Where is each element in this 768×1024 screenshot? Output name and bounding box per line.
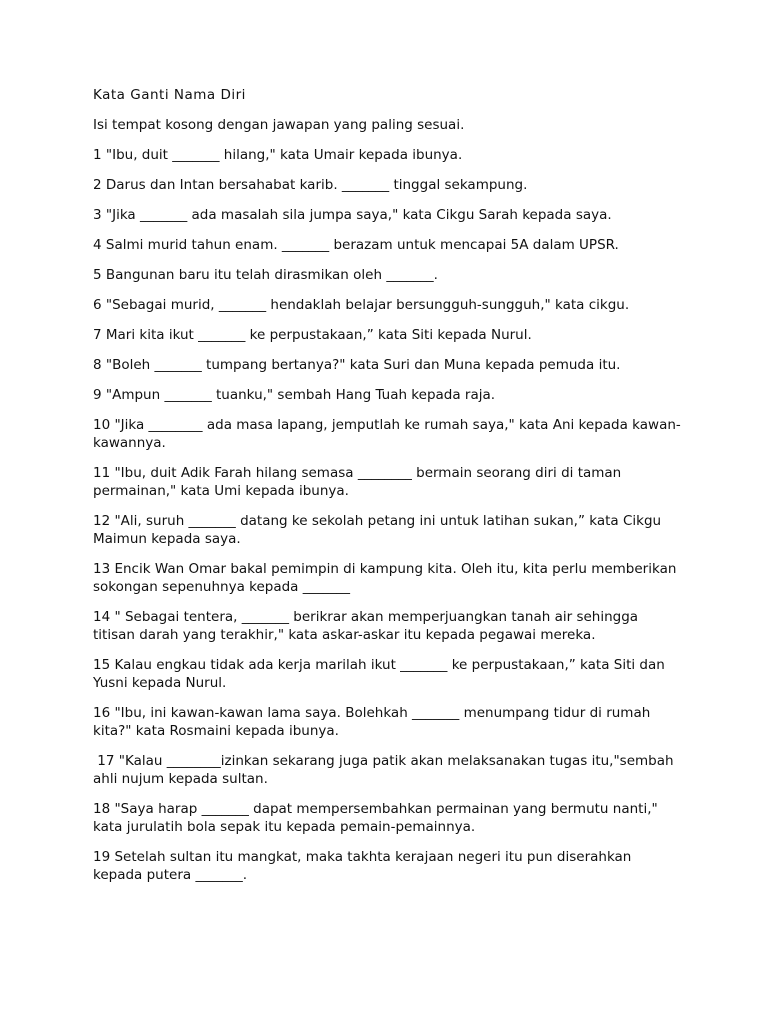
question-item-2: 2 Darus dan Intan bersahabat karib. _______ tinggal sekampung.: [93, 177, 528, 193]
question-item-9: 9 "Ampun _______ tuanku," sembah Hang Tuah kepada raja.: [93, 387, 496, 403]
question-item-10: 10 "Jika ________ ada masa lapang, jemputlah ke rumah saya," kata Ani kepada kawan-kawannya.: [93, 417, 681, 451]
question-item-12: 12 "Ali, suruh _______ datang ke sekolah petang ini untuk latihan sukan,” kata Cikgu Maimun kepada saya.: [93, 513, 666, 547]
question-item-18: 18 "Saya harap _______ dapat mempersembahkan permainan yang bermutu nanti," kata jurulatih bola sepak itu kepada pemain-pemainnya.: [93, 801, 662, 835]
question-list: [93, 146, 683, 884]
question-item-5: 5 Bangunan baru itu telah dirasmikan oleh _______.: [93, 267, 438, 283]
worksheet-content: [93, 86, 683, 896]
question-item-3: 3 "Jika _______ ada masalah sila jumpa saya," kata Cikgu Sarah kepada saya.: [93, 207, 612, 223]
question-item-11: 11 "Ibu, duit Adik Farah hilang semasa ________ bermain seorang diri di taman permainan," kata Umi kepada ibunya.: [93, 465, 626, 499]
question-item-19: 19 Setelah sultan itu mangkat, maka takhta kerajaan negeri itu pun diserahkan kepada putera _______.: [93, 849, 636, 883]
question-item-4: 4 Salmi murid tahun enam. _______ berazam untuk mencapai 5A dalam UPSR.: [93, 237, 619, 253]
question-item-13: 13 Encik Wan Omar bakal pemimpin di kampung kita. Oleh itu, kita perlu memberikan sokongan sepenuhnya kepada _______: [93, 561, 681, 595]
question-item-8: 8 "Boleh _______ tumpang bertanya?" kata Suri dan Muna kepada pemuda itu.: [93, 357, 621, 373]
question-item-15: 15 Kalau engkau tidak ada kerja marilah ikut _______ ke perpustakaan,” kata Siti dan Yusni kepada Nurul.: [93, 657, 670, 691]
question-item-1: 1 "Ibu, duit _______ hilang," kata Umair kepada ibunya.: [93, 147, 463, 163]
question-item-16: 16 "Ibu, ini kawan-kawan lama saya. Bolehkah _______ menumpang tidur di rumah kita?" kata Rosmaini kepada ibunya.: [93, 705, 655, 739]
question-item-14: 14 " Sebagai tentera, _______ berikrar akan memperjuangkan tanah air sehingga titisan darah yang terakhir," kata askar-askar itu kepada pegawai mereka.: [93, 609, 643, 643]
question-item-17: 17 "Kalau ________izinkan sekarang juga patik akan melaksanakan tugas itu,"sembah ahli nujum kepada sultan.: [93, 753, 678, 787]
question-item-6: 6 "Sebagai murid, _______ hendaklah belajar bersungguh-sungguh," kata cikgu.: [93, 297, 630, 313]
worksheet-title: Kata Ganti Nama Diri: [93, 87, 246, 103]
question-item-7: 7 Mari kita ikut _______ ke perpustakaan,” kata Siti kepada Nurul.: [93, 327, 532, 343]
worksheet-instruction: Isi tempat kosong dengan jawapan yang paling sesuai.: [93, 117, 465, 133]
